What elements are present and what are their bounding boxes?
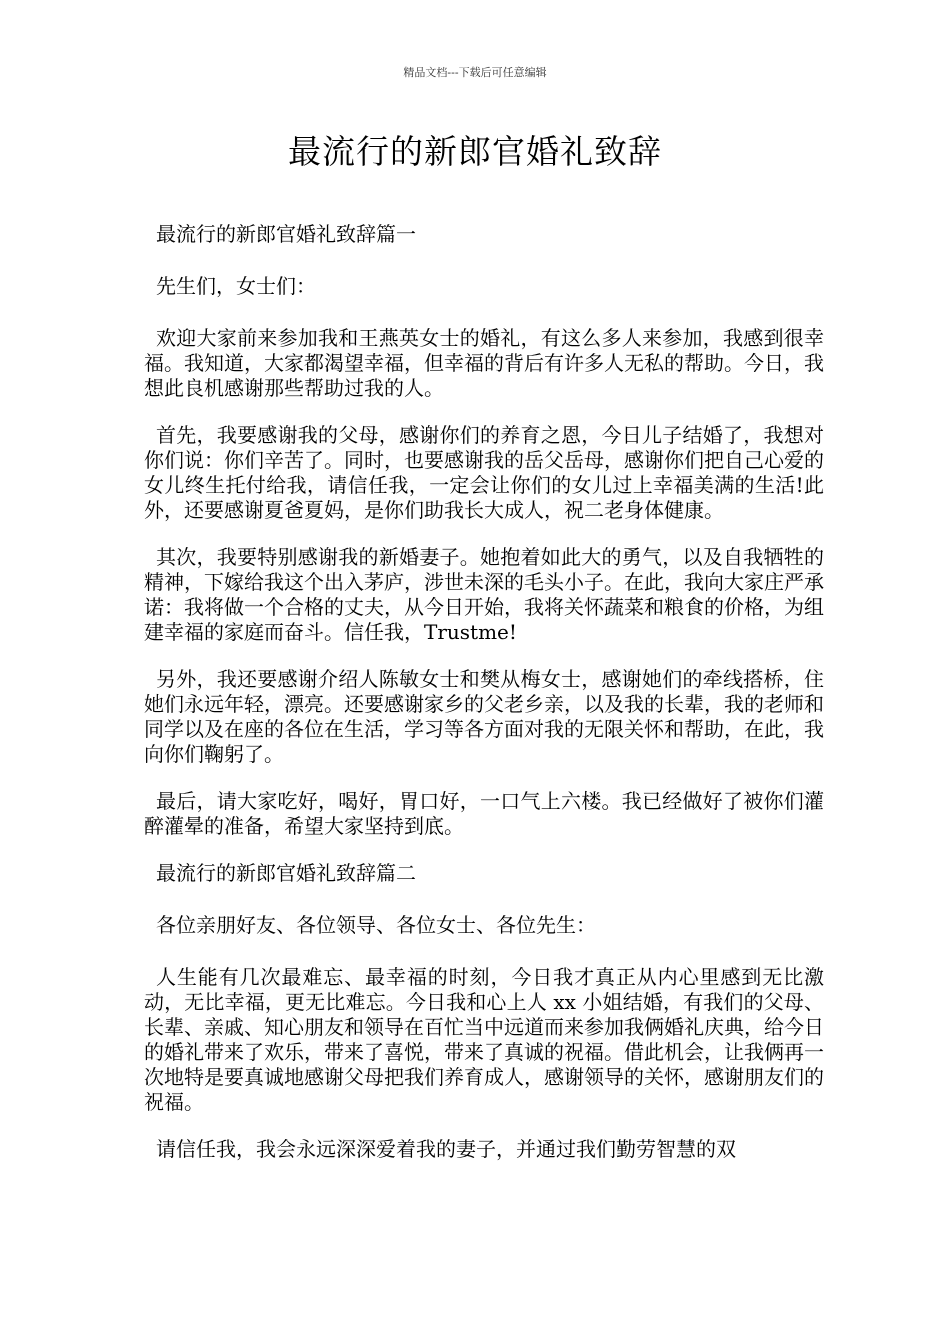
body-paragraph: 请信任我，我会永远深深爱着我的妻子，并通过我们勤劳智慧的双 (156, 1137, 736, 1161)
section-heading: 最流行的新郎官婚礼致辞篇二 (156, 861, 416, 885)
body-paragraph: 欢迎大家前来参加我和王燕英女士的婚礼，有这么多人来参加，我感到很幸福。我知道，大家都渴望幸福，但幸福的背后有许多人无私的帮助。今日，我想此良机感谢那些帮助过我的人。 (144, 326, 824, 400)
page-header: 精品文档---下载后可任意编辑 (403, 66, 547, 79)
document-title: 最流行的新郎官婚礼致辞 (288, 132, 662, 171)
salutation: 各位亲朋好友、各位领导、各位女士、各位先生： (156, 913, 596, 937)
section-heading: 最流行的新郎官婚礼致辞篇一 (156, 222, 416, 246)
body-paragraph: 人生能有几次最难忘、最幸福的时刻，今日我才真正从内心里感到无比激动，无比幸福，更无比难忘。今日我和心上人 xx 小姐结婚，有我们的父母、长辈、亲戚、知心朋友和领导在百忙当中远道而来参加我俩婚礼庆典，给今日的婚礼带来了欢乐，带来了喜悦，带来了真诚的祝福。借此机会，让我俩再一次地特是要真诚地感谢父母把我们养育成人，感谢领导的关怀，感谢朋友们的祝福。 (144, 965, 824, 1114)
body-paragraph: 另外，我还要感谢介绍人陈敏女士和樊从梅女士，感谢她们的牵线搭桥，住她们永远年轻，漂亮。还要感谢家乡的父老乡亲，以及我的长辈，我的老师和同学以及在座的各位在生活，学习等各方面对我的无限关怀和帮助，在此，我向你们鞠躬了。 (144, 667, 824, 766)
body-paragraph: 其次，我要特别感谢我的新婚妻子。她抱着如此大的勇气，以及自我牺牲的精神，下嫁给我这个出入茅庐，涉世未深的毛头小子。在此，我向大家庄严承诺：我将做一个合格的丈夫，从今日开始，我将关怀蔬菜和粮食的价格，为组建幸福的家庭而奋斗。信任我，Trustme! (144, 545, 824, 644)
document-body (144, 222, 824, 1184)
body-paragraph: 首先，我要感谢我的父母，感谢你们的养育之恩，今日儿子结婚了，我想对你们说：你们辛苦了。同时，也要感谢我的岳父岳母，感谢你们把自己心爱的女儿终生托付给我，请信任我，一定会让你们的女儿过上幸福美满的生活!此外，还要感谢夏爸夏妈，是你们助我长大成人，祝二老身体健康。 (144, 423, 824, 522)
body-paragraph: 最后，请大家吃好，喝好，胃口好，一口气上六楼。我已经做好了被你们灌醉灌晕的准备，希望大家坚持到底。 (144, 789, 824, 838)
salutation: 先生们，女士们： (156, 274, 316, 298)
